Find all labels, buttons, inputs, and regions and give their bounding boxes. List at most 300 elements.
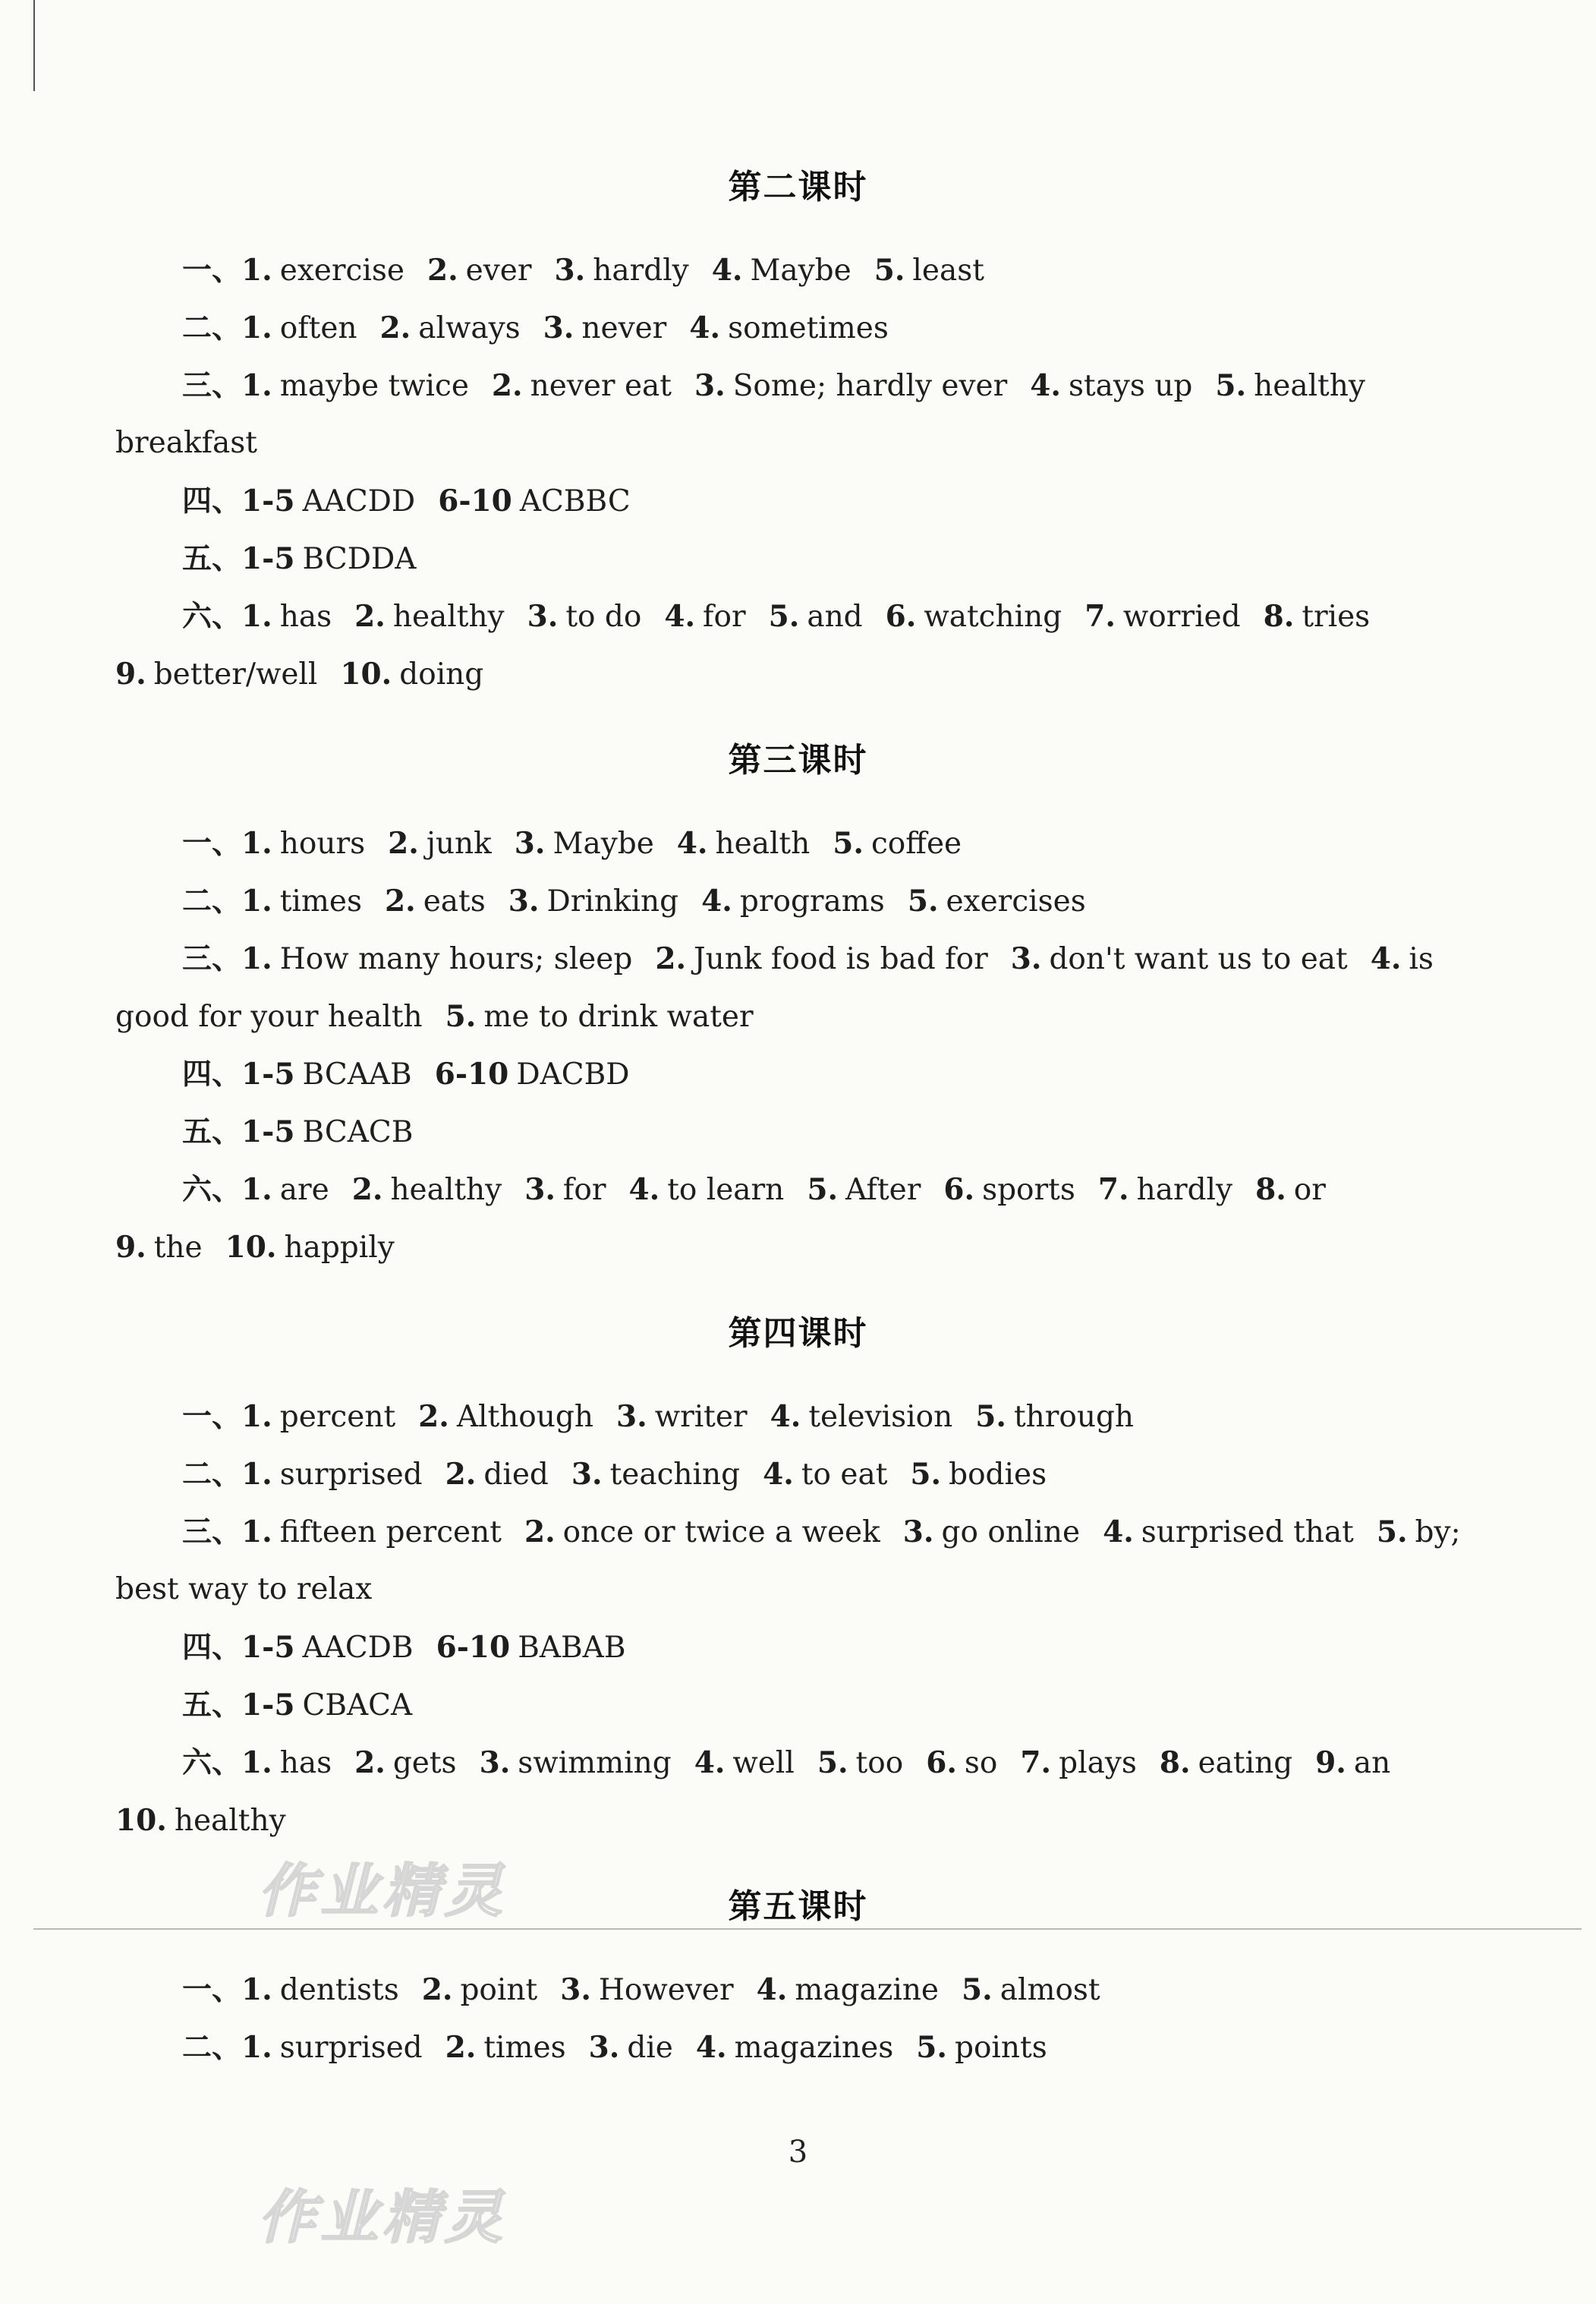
answer-item bbox=[817, 1746, 903, 1780]
answer-item bbox=[241, 1688, 412, 1722]
answer-item bbox=[1020, 1746, 1136, 1780]
answer-text: almost bbox=[999, 1973, 1100, 2007]
question-group-label: 一、 bbox=[182, 826, 242, 861]
answer-text: eats bbox=[423, 884, 486, 919]
answer-text: However bbox=[598, 1973, 734, 2007]
item-number: 2. bbox=[384, 884, 416, 919]
answer-item bbox=[524, 1515, 880, 1549]
answer-item bbox=[527, 600, 642, 634]
answer-item bbox=[422, 1973, 537, 2007]
answer-line bbox=[115, 999, 776, 1035]
answer-item bbox=[1103, 1515, 1354, 1549]
answer-text: BCDDA bbox=[302, 542, 417, 576]
answer-text: to do bbox=[565, 600, 642, 634]
answer-item bbox=[515, 827, 654, 861]
answer-item bbox=[833, 827, 962, 861]
answer-text: CBACA bbox=[302, 1688, 413, 1722]
answer-text: Although bbox=[456, 1400, 593, 1434]
answer-text: watching bbox=[924, 600, 1062, 634]
answer-item bbox=[241, 254, 405, 288]
question-group-label: 四、 bbox=[182, 1630, 242, 1665]
answer-item bbox=[1160, 1746, 1292, 1780]
answer-text: happily bbox=[284, 1231, 395, 1265]
item-number: 3. bbox=[524, 1172, 556, 1207]
answer-item bbox=[241, 827, 365, 861]
answer-item bbox=[1030, 369, 1192, 403]
question-group-label: 三、 bbox=[182, 368, 242, 403]
item-number: 1. bbox=[241, 1457, 272, 1492]
section-title: 第二课时 bbox=[728, 168, 868, 206]
item-number: 4. bbox=[756, 1972, 788, 2007]
item-number: 5. bbox=[916, 2030, 947, 2065]
answer-text: times bbox=[279, 884, 362, 919]
section-separator bbox=[33, 1928, 1582, 1930]
answer-item bbox=[492, 369, 672, 403]
answer-text: programs bbox=[739, 884, 885, 919]
item-number: 3. bbox=[571, 1457, 603, 1492]
item-number: 1. bbox=[241, 2030, 272, 2065]
answer-text: point bbox=[460, 1973, 538, 2007]
answer-item bbox=[1098, 1173, 1232, 1207]
answer-text: for bbox=[562, 1173, 606, 1207]
answer-text: exercises bbox=[946, 884, 1086, 919]
answer-text: AACDD bbox=[302, 484, 416, 518]
answer-text: often bbox=[279, 311, 357, 345]
item-number: 5. bbox=[1215, 368, 1247, 403]
answer-item bbox=[241, 1973, 399, 2007]
answer-item bbox=[696, 2031, 893, 2065]
answer-text: to eat bbox=[801, 1458, 888, 1492]
answer-item bbox=[385, 884, 486, 919]
item-number: 4. bbox=[701, 884, 732, 919]
question-group-label: 四、 bbox=[182, 1057, 242, 1092]
answer-item bbox=[943, 1173, 1075, 1207]
answer-item bbox=[241, 600, 332, 634]
answer-item bbox=[241, 942, 632, 976]
answer-text: doing bbox=[399, 657, 484, 692]
left-margin-rule bbox=[33, 0, 35, 91]
item-number: 1-5 bbox=[241, 484, 295, 518]
answer-item bbox=[975, 1400, 1134, 1434]
answer-line bbox=[182, 1514, 1484, 1550]
item-number: 6-10 bbox=[438, 484, 512, 518]
answer-item bbox=[694, 1746, 795, 1780]
question-group-label: 一、 bbox=[182, 1399, 242, 1434]
item-number: 4. bbox=[1103, 1514, 1134, 1549]
answer-line bbox=[182, 599, 1393, 635]
answer-text: bodies bbox=[949, 1458, 1047, 1492]
answer-item bbox=[436, 1631, 626, 1665]
answer-item bbox=[655, 942, 987, 976]
answer-item bbox=[770, 1400, 953, 1434]
question-group-label: 二、 bbox=[182, 2030, 242, 2065]
answer-text: After bbox=[845, 1173, 921, 1207]
question-group-label: 一、 bbox=[182, 1972, 242, 2007]
answer-text: through bbox=[1013, 1400, 1135, 1434]
question-group-label: 二、 bbox=[182, 310, 242, 345]
item-number: 6. bbox=[926, 1745, 957, 1780]
answer-text: tries bbox=[1302, 600, 1371, 634]
watermark: 作业精灵 bbox=[258, 2183, 507, 2251]
item-number: 6-10 bbox=[434, 1057, 509, 1092]
answer-item bbox=[1215, 369, 1365, 403]
item-number: 10. bbox=[225, 1230, 277, 1265]
answer-item bbox=[241, 1173, 329, 1207]
answer-text: or bbox=[1293, 1173, 1326, 1207]
answer-item bbox=[115, 426, 257, 460]
answer-item bbox=[241, 1746, 332, 1780]
answer-text: are bbox=[279, 1173, 329, 1207]
answer-line bbox=[115, 657, 506, 692]
item-number: 1. bbox=[241, 1972, 272, 2007]
question-group-label: 四、 bbox=[182, 484, 242, 518]
answer-text: surprised bbox=[279, 1458, 423, 1492]
answer-item bbox=[1084, 600, 1240, 634]
answer-item bbox=[241, 1515, 502, 1549]
answer-line bbox=[182, 1630, 649, 1666]
answer-line bbox=[115, 1572, 395, 1607]
item-number: 1. bbox=[241, 1399, 272, 1434]
answer-text: maybe twice bbox=[279, 369, 469, 403]
section-title: 第三课时 bbox=[728, 741, 868, 780]
answer-text: me to drink water bbox=[483, 1000, 754, 1034]
answer-text: go online bbox=[941, 1515, 1081, 1549]
answer-text: surprised bbox=[279, 2031, 423, 2065]
question-group-label: 五、 bbox=[182, 1114, 242, 1149]
answer-text: well bbox=[732, 1746, 795, 1780]
item-number: 4. bbox=[763, 1457, 794, 1492]
answer-text: healthy bbox=[390, 1173, 502, 1207]
item-number: 3. bbox=[902, 1514, 934, 1549]
answer-text: hours bbox=[279, 827, 366, 861]
answer-item bbox=[115, 1231, 203, 1265]
answer-item bbox=[445, 1000, 754, 1034]
item-number: 9. bbox=[115, 1230, 146, 1265]
item-number: 5. bbox=[907, 884, 939, 919]
answer-item bbox=[769, 600, 863, 634]
item-number: 4. bbox=[689, 310, 721, 345]
page-number: 3 bbox=[788, 2135, 808, 2170]
item-number: 10. bbox=[340, 657, 392, 692]
item-number: 1. bbox=[241, 884, 272, 919]
item-number: 2. bbox=[655, 941, 687, 976]
answer-item bbox=[571, 1458, 740, 1492]
answer-line bbox=[182, 368, 1388, 404]
answer-text: Maybe bbox=[750, 254, 852, 288]
answer-item bbox=[1264, 600, 1371, 634]
answer-item bbox=[664, 600, 745, 634]
item-number: 1-5 bbox=[241, 1057, 295, 1092]
answer-item bbox=[388, 827, 492, 861]
answer-text: sports bbox=[982, 1173, 1075, 1207]
item-number: 5. bbox=[1376, 1514, 1408, 1549]
answer-text: so bbox=[964, 1746, 998, 1780]
item-number: 6. bbox=[885, 599, 917, 634]
answer-text: plays bbox=[1059, 1746, 1137, 1780]
answer-text: writer bbox=[654, 1400, 748, 1434]
answer-text: too bbox=[855, 1746, 904, 1780]
question-group-label: 二、 bbox=[182, 1457, 242, 1492]
item-number: 3. bbox=[543, 310, 574, 345]
answer-text: don't want us to eat bbox=[1049, 942, 1348, 976]
item-number: 2. bbox=[427, 253, 458, 288]
answer-text: surprised that bbox=[1141, 1515, 1354, 1549]
question-group-label: 二、 bbox=[182, 884, 242, 919]
answer-text: AACDB bbox=[302, 1631, 414, 1665]
answer-text: dentists bbox=[279, 1973, 399, 2007]
item-number: 1. bbox=[241, 310, 272, 345]
answer-item bbox=[1255, 1173, 1326, 1207]
item-number: 5. bbox=[962, 1972, 993, 2007]
item-number: 8. bbox=[1255, 1172, 1286, 1207]
answer-item bbox=[910, 1458, 1047, 1492]
item-number: 1-5 bbox=[241, 1630, 295, 1665]
question-group-label: 五、 bbox=[182, 541, 242, 576]
item-number: 2. bbox=[351, 1172, 383, 1207]
answer-text: hardly bbox=[593, 254, 689, 288]
answer-line bbox=[182, 1972, 1123, 2008]
answer-item bbox=[241, 542, 416, 576]
answer-text: junk bbox=[426, 827, 492, 861]
answer-line bbox=[115, 426, 280, 461]
answer-text: healthy bbox=[392, 600, 505, 634]
answer-item bbox=[689, 311, 889, 345]
answer-item bbox=[543, 311, 667, 345]
item-number: 9. bbox=[115, 657, 146, 692]
answer-line bbox=[182, 1457, 1069, 1492]
answer-item bbox=[926, 1746, 997, 1780]
answer-text: ever bbox=[465, 254, 532, 288]
question-group-label: 六、 bbox=[182, 599, 242, 634]
question-group-label: 五、 bbox=[182, 1688, 242, 1722]
item-number: 7. bbox=[1020, 1745, 1052, 1780]
answer-text: an bbox=[1353, 1746, 1391, 1780]
answer-item bbox=[115, 1000, 423, 1034]
item-number: 2. bbox=[445, 2030, 477, 2065]
answer-text: DACBD bbox=[516, 1057, 630, 1092]
answer-item bbox=[616, 1400, 748, 1434]
answer-text: times bbox=[483, 2031, 566, 2065]
item-number: 1-5 bbox=[241, 1114, 295, 1149]
answer-item bbox=[241, 1458, 423, 1492]
answer-text: health bbox=[715, 827, 811, 861]
question-group-label: 一、 bbox=[182, 253, 242, 288]
item-number: 5. bbox=[768, 599, 800, 634]
answer-item bbox=[241, 884, 362, 919]
answer-text: is bbox=[1409, 942, 1434, 976]
answer-item bbox=[874, 254, 984, 288]
item-number: 2. bbox=[379, 310, 411, 345]
answer-item bbox=[241, 1057, 412, 1092]
item-number: 3. bbox=[527, 599, 559, 634]
answer-item bbox=[589, 2031, 673, 2065]
item-number: 2. bbox=[418, 1399, 449, 1434]
item-number: 5. bbox=[910, 1457, 942, 1492]
answer-item bbox=[438, 484, 631, 518]
item-number: 1-5 bbox=[241, 541, 295, 576]
item-number: 9. bbox=[1315, 1745, 1346, 1780]
item-number: 4. bbox=[695, 2030, 727, 2065]
section-title: 第四课时 bbox=[728, 1314, 868, 1353]
answer-item bbox=[712, 254, 852, 288]
item-number: 3. bbox=[514, 826, 546, 861]
answer-item bbox=[807, 1173, 921, 1207]
answer-text: die bbox=[627, 2031, 673, 2065]
answer-text: swimming bbox=[518, 1746, 672, 1780]
answer-item bbox=[115, 1572, 372, 1606]
answer-text: least bbox=[912, 254, 984, 288]
answer-text: teaching bbox=[609, 1458, 741, 1492]
answer-item bbox=[352, 1173, 502, 1207]
item-number: 2. bbox=[421, 1972, 453, 2007]
answer-item bbox=[1011, 942, 1348, 976]
item-number: 1. bbox=[241, 1172, 272, 1207]
item-number: 2. bbox=[388, 826, 419, 861]
answer-text: points bbox=[954, 2031, 1047, 2065]
answer-text: by; bbox=[1415, 1515, 1461, 1549]
item-number: 1. bbox=[241, 1514, 272, 1549]
item-number: 4. bbox=[664, 599, 696, 634]
item-number: 4. bbox=[694, 1745, 726, 1780]
answer-item bbox=[694, 369, 1007, 403]
answer-item bbox=[241, 369, 469, 403]
answer-text: always bbox=[418, 311, 521, 345]
answer-text: sometimes bbox=[728, 311, 889, 345]
item-number: 5. bbox=[445, 999, 477, 1034]
answer-item bbox=[241, 311, 357, 345]
answer-text: Drinking bbox=[546, 884, 679, 919]
answer-item bbox=[241, 484, 415, 518]
answer-text: BABAB bbox=[518, 1631, 626, 1665]
answer-text: BCAAB bbox=[302, 1057, 412, 1092]
item-number: 4. bbox=[676, 826, 708, 861]
answer-item bbox=[628, 1173, 784, 1207]
answer-text: gets bbox=[392, 1746, 457, 1780]
item-number: 4. bbox=[1030, 368, 1061, 403]
question-group-label: 三、 bbox=[182, 1514, 242, 1549]
answer-line bbox=[182, 1745, 1413, 1781]
answer-text: healthy bbox=[174, 1804, 286, 1838]
answer-text: died bbox=[483, 1458, 549, 1492]
section-title: 第五课时 bbox=[728, 1887, 868, 1926]
answer-item bbox=[418, 1400, 593, 1434]
item-number: 3. bbox=[508, 884, 540, 919]
answer-text: for bbox=[703, 600, 746, 634]
item-number: 1-5 bbox=[241, 1688, 295, 1722]
answer-item bbox=[677, 827, 810, 861]
answer-item bbox=[908, 884, 1086, 919]
item-number: 6-10 bbox=[436, 1630, 511, 1665]
answer-text: percent bbox=[279, 1400, 396, 1434]
answer-item bbox=[916, 2031, 1047, 2065]
item-number: 2. bbox=[491, 368, 523, 403]
item-number: 3. bbox=[588, 2030, 620, 2065]
answer-text: worried bbox=[1122, 600, 1241, 634]
question-group-label: 三、 bbox=[182, 941, 242, 976]
answer-text: and bbox=[807, 600, 863, 634]
answer-line bbox=[182, 884, 1109, 919]
answer-item bbox=[427, 254, 532, 288]
item-number: 2. bbox=[354, 599, 386, 634]
item-number: 3. bbox=[479, 1745, 511, 1780]
answer-item bbox=[354, 1746, 456, 1780]
answer-item bbox=[435, 1057, 630, 1092]
answer-text: eating bbox=[1198, 1746, 1293, 1780]
answer-line bbox=[182, 1172, 1349, 1208]
answer-item bbox=[524, 1173, 606, 1207]
answer-text: healthy bbox=[1254, 369, 1365, 403]
answer-item bbox=[763, 1458, 887, 1492]
answer-item bbox=[241, 1631, 414, 1665]
answer-line bbox=[115, 1230, 417, 1265]
answer-item bbox=[1377, 1515, 1461, 1549]
answer-line bbox=[115, 1803, 309, 1839]
answer-text: the bbox=[153, 1231, 203, 1265]
answer-item bbox=[241, 1115, 413, 1149]
answer-text: ACBBC bbox=[519, 484, 631, 518]
item-number: 10. bbox=[115, 1803, 167, 1838]
item-number: 3. bbox=[554, 253, 586, 288]
item-number: 4. bbox=[1370, 941, 1402, 976]
answer-line bbox=[182, 484, 653, 519]
item-number: 1. bbox=[241, 941, 272, 976]
answer-text: coffee bbox=[870, 827, 962, 861]
answer-text: Junk food is bad for bbox=[694, 942, 988, 976]
item-number: 2. bbox=[524, 1514, 556, 1549]
answer-line bbox=[182, 541, 439, 577]
answer-line bbox=[182, 2030, 1070, 2066]
answer-item bbox=[560, 1973, 733, 2007]
answer-text: How many hours; sleep bbox=[279, 942, 633, 976]
answer-text: BCACB bbox=[302, 1115, 414, 1149]
answer-text: never bbox=[581, 311, 667, 345]
item-number: 5. bbox=[817, 1745, 848, 1780]
item-number: 8. bbox=[1263, 599, 1295, 634]
item-number: 2. bbox=[445, 1457, 477, 1492]
answer-item bbox=[445, 2031, 566, 2065]
answer-item bbox=[480, 1746, 672, 1780]
item-number: 8. bbox=[1159, 1745, 1191, 1780]
answer-line bbox=[182, 1057, 653, 1092]
answer-item bbox=[225, 1231, 395, 1265]
answer-item bbox=[886, 600, 1062, 634]
item-number: 5. bbox=[833, 826, 864, 861]
answer-line bbox=[182, 253, 1007, 288]
answer-item bbox=[757, 1973, 939, 2007]
answer-item bbox=[1371, 942, 1434, 976]
answer-text: to learn bbox=[667, 1173, 785, 1207]
item-number: 6. bbox=[943, 1172, 975, 1207]
item-number: 5. bbox=[975, 1399, 1006, 1434]
item-number: 3. bbox=[694, 368, 726, 403]
answer-text: exercise bbox=[279, 254, 405, 288]
answer-text: stays up bbox=[1068, 369, 1193, 403]
answer-item bbox=[115, 657, 317, 692]
answer-text: breakfast bbox=[115, 426, 257, 460]
answer-line bbox=[182, 1114, 436, 1150]
answer-text: magazines bbox=[734, 2031, 894, 2065]
answer-text: once or twice a week bbox=[562, 1515, 880, 1549]
answer-item bbox=[241, 1400, 395, 1434]
answer-item bbox=[701, 884, 885, 919]
item-number: 1. bbox=[241, 599, 272, 634]
answer-item bbox=[354, 600, 504, 634]
item-number: 7. bbox=[1084, 599, 1116, 634]
item-number: 4. bbox=[770, 1399, 801, 1434]
answer-line bbox=[182, 826, 984, 862]
answer-text: television bbox=[808, 1400, 953, 1434]
answer-item bbox=[340, 657, 483, 692]
